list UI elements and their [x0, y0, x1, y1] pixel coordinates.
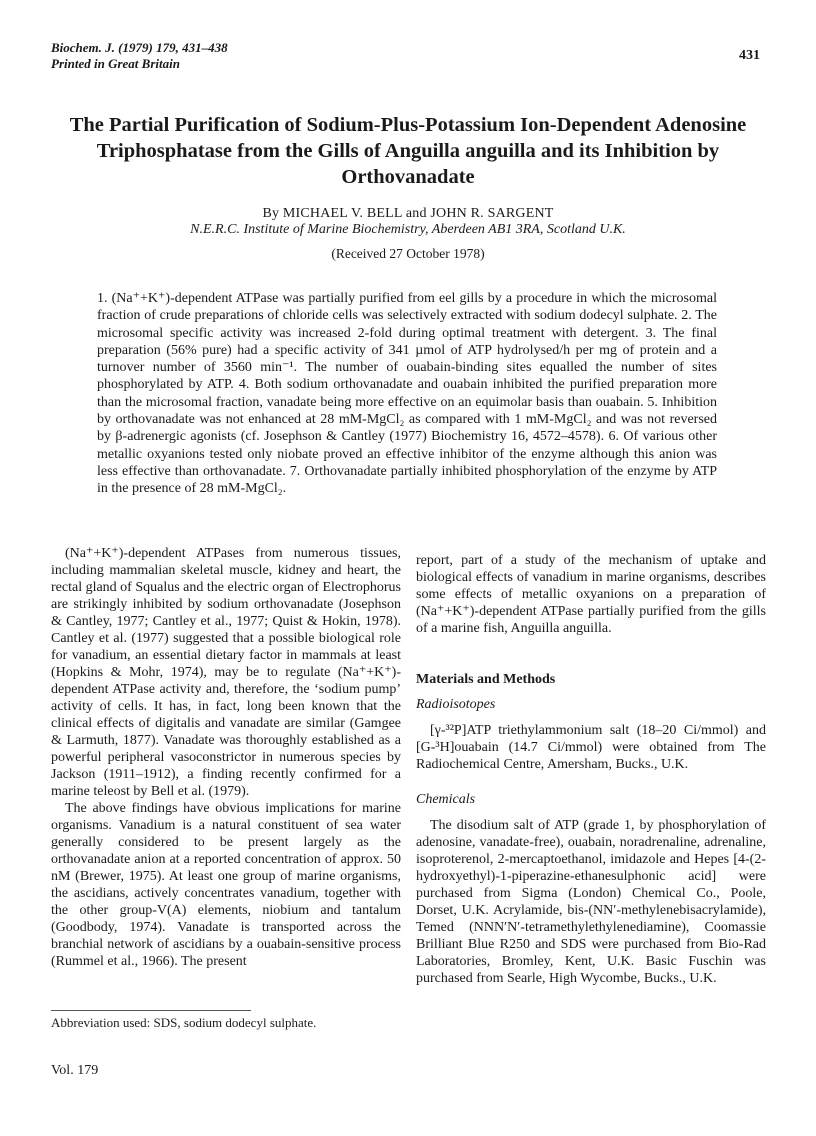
- radioisotopes-text: [γ-³²P]ATP triethylammonium salt (18–20 Ci/mmol) and [G-³H]ouabain (14.7 Ci/mmol) were obtained from The Radiochemical Centre, Amersham, Bucks., U.K.: [416, 723, 766, 772]
- intro-continued: report, part of a study of the mechanism of uptake and biological effects of vanadium in marine organisms, describes some effects of metallic oxyanions on a preparation of (Na⁺+K⁺)-dependent ATPase partially purified from the gills of a marine fish, Anguilla anguilla.: [416, 553, 766, 636]
- authors: By MICHAEL V. BELL and JOHN R. SARGENT: [262, 206, 554, 221]
- chemicals-text: The disodium salt of ATP (grade 1, by phosphorylation of adenosine, vanadate-free), ouabain, noradrenaline, adrenaline, isoproterenol, 2-mercaptoethanol, imidazole and Hepes [4-(2-hydroxyethyl)-1-piperazine-ethanesulphonic acid] were purchased from Sigma (London) Chemical Co., Poole, Dorset, U.K. Acrylamide, bis-(NN′-methylenebisacrylamide), Temed (NNN′N′-tetramethylethylenediamine), Coomassie Brilliant Blue R250 and SDS were purchased from Bio-Rad Laboratories, Bromley, Kent, U.K. Basic Fuschin was purchased from Searle, High Wycombe, Bucks., U.K.: [416, 818, 766, 986]
- article-title: The Partial Purification of Sodium-Plus-Potassium Ion-Dependent Adenosine Triphosphatase from the Gills of Anguilla anguilla and its Inhibition by Orthovanadate: [69, 114, 747, 188]
- subsection-radioisotopes: Radioisotopes: [416, 697, 496, 712]
- institution: N.E.R.C. Institute of Marine Biochemistry, Aberdeen AB1 3RA, Scotland U.K.: [190, 222, 626, 237]
- footnote-rule: [51, 1010, 251, 1011]
- section-heading-methods: Materials and Methods: [416, 672, 556, 687]
- page-number: 431: [739, 48, 760, 63]
- left-column: [51, 545, 401, 970]
- subsection-chemicals: Chemicals: [416, 792, 476, 807]
- journal-header: [51, 40, 228, 72]
- received-date: (Received 27 October 1978): [331, 246, 485, 261]
- printed-note: Printed in Great Britain: [51, 56, 180, 71]
- intro-paragraph-2: The above findings have obvious implications for marine organisms. Vanadium is a natural constituent of sea water generally considered to be present largely as the orthovanadate anion at a reported concentration of approx. 50 nM (Brewer, 1975). At least one group of marine organisms, the ascidians, actively concentrates vanadium, together with the other group-V(A) elements, niobium and tantalum (Goodbody, 1974). Vanadate is transported across the branchial network of ascidians by a ouabain-sensitive process (Rummel et al., 1966). The present: [51, 801, 401, 969]
- abstract: 1. (Na⁺+K⁺)-dependent ATPase was partially purified from eel gills by a procedure in which the microsomal fraction of crude preparations of chloride cells was selectively extracted with sodium dodecyl sulphate. 2. The microsomal specific activity was increased 2-fold during optimal treatment with detergent. 3. The final preparation (56% pure) had a specific activity of 341 µmol of ATP hydrolysed/h per mg of protein and a turnover number of 3560 min⁻¹. The number of ouabain-binding sites equalled the number of sites phosphorylated by ATP. 4. Both sodium orthovanadate and ouabain inhibited the purified preparation more than the microsomal fraction, vanadate being more effective on an equimolar basis than ouabain. 5. Inhibition by orthovanadate was not enhanced at 28 mM-MgCl₂ as compared with 1 mM-MgCl₂ and was not reversed by β-adrenergic agonists (cf. Josephson & Cantley (1977) Biochemistry 16, 4572–4578). 6. Of various other metallic oxyanions tested only niobate proved an effective inhibitor of the enzyme although this anion was less effective than orthovanadate. 7. Orthovanadate partially inhibited phosphorylation of the enzyme by ATP in the presence of 28 mM-MgCl₂.: [97, 291, 717, 497]
- volume-label: Vol. 179: [51, 1063, 99, 1078]
- intro-paragraph-1: (Na⁺+K⁺)-dependent ATPases from numerous tissues, including mammalian skeletal muscle, kidney and heart, the rectal gland of Squalus and the electric organ of Electrophorus are strikingly inhibited by sodium orthovanadate (Josephson & Cantley, 1977; Cantley et al., 1977; Quist & Hokin, 1978). Cantley et al. (1977) suggested that a possible biological role for vanadium, an essential dietary factor in mammals at least (Hopkins & Mohr, 1974), may be to regulate (Na⁺+K⁺)-dependent ATPase activity and, therefore, the ‘sodium pump’ activity of cells. It has, in fact, long been known that the clinical effects of digitalis and vanadate are similar (Gamgee & Larmuth, 1877). Vanadate was thoroughly established as a powerful peripheral vasoconstrictor in numerous species by Jackson (1911–1912), a finding recently confirmed for a marine teleost by Bell et al. (1979).: [51, 546, 402, 799]
- journal-citation: Biochem. J. (1979) 179, 431–438: [51, 40, 228, 55]
- right-column: [416, 552, 766, 987]
- footnote: Abbreviation used: SDS, sodium dodecyl sulphate.: [51, 1015, 317, 1030]
